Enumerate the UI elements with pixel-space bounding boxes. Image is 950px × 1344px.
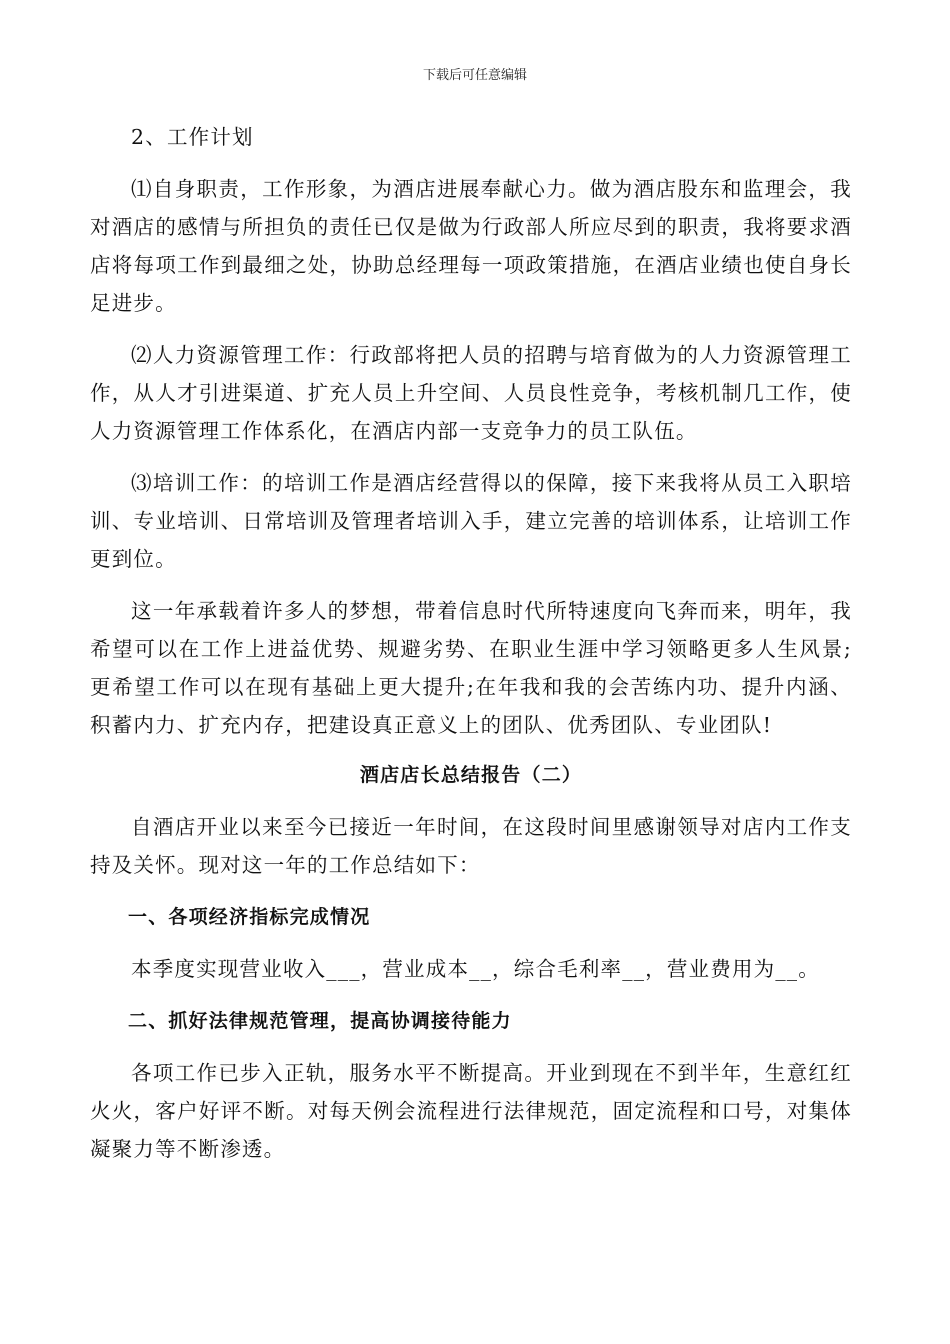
paragraph-service: 各项工作已步入正轨，服务水平不断提高。开业到现在不到半年，生意红红火火，客户好评不断。对每天例会流程进行法律规范，固定流程和口号，对集体凝聚力等不断渗透。 — [90, 1061, 852, 1161]
paragraph-outlook: 这一年承载着许多人的梦想，带着信息时代所特速度向飞奔而来，明年，我希望可以在工作上进益优势、规避劣势、在职业生涯中学习领略更多人生风景;更希望工作可以在现有基础上更大提升;在年我和我的会苦练内功、提升内涵、积蓄内力、扩充内存，把建设真正意义上的团队、优秀团队、专业团队! — [90, 599, 852, 737]
paragraph-duty: ⑴自身职责，工作形象，为酒店进展奉献心力。做为酒店股东和监理会，我对酒店的感情与所担负的责任已仅是做为行政部人所应尽到的职责，我将要求酒店将每项工作到最细之处，协助总经理每一项政策措施，在酒店业绩也使自身长足进步。 — [90, 177, 852, 315]
document-body — [90, 118, 852, 1168]
paragraph-training: ⑶培训工作：的培训工作是酒店经营得以的保障，接下来我将从员工入职培训、专业培训、日常培训及管理者培训入手，建立完善的培训体系，让培训工作更到位。 — [90, 471, 852, 571]
section-heading-work-plan: 2、工作计划 — [131, 125, 254, 149]
paragraph-quarter-figures: 本季度实现营业收入___，营业成本__，综合毛利率__，营业费用为__。 — [131, 957, 820, 981]
subheading-legal-management: 二、抓好法律规范管理，提高协调接待能力 — [128, 1010, 512, 1032]
report-title: 酒店店长总结报告（二） — [359, 764, 583, 786]
paragraph-hr: ⑵人力资源管理工作：行政部将把人员的招聘与培育做为的人力资源管理工作，从人才引进渠道、扩充人员上升空间、人员良性竞争，考核机制几工作，使人力资源管理工作体系化，在酒店内部一支竞争力的员工队伍。 — [90, 343, 852, 443]
paragraph-intro: 自酒店开业以来至今已接近一年时间，在这段时间里感谢领导对店内工作支持及关怀。现对这一年的工作总结如下： — [90, 815, 852, 877]
subheading-economic-indicators: 一、各项经济指标完成情况 — [128, 906, 371, 928]
header-note: 下载后可任意编辑 — [422, 68, 527, 83]
